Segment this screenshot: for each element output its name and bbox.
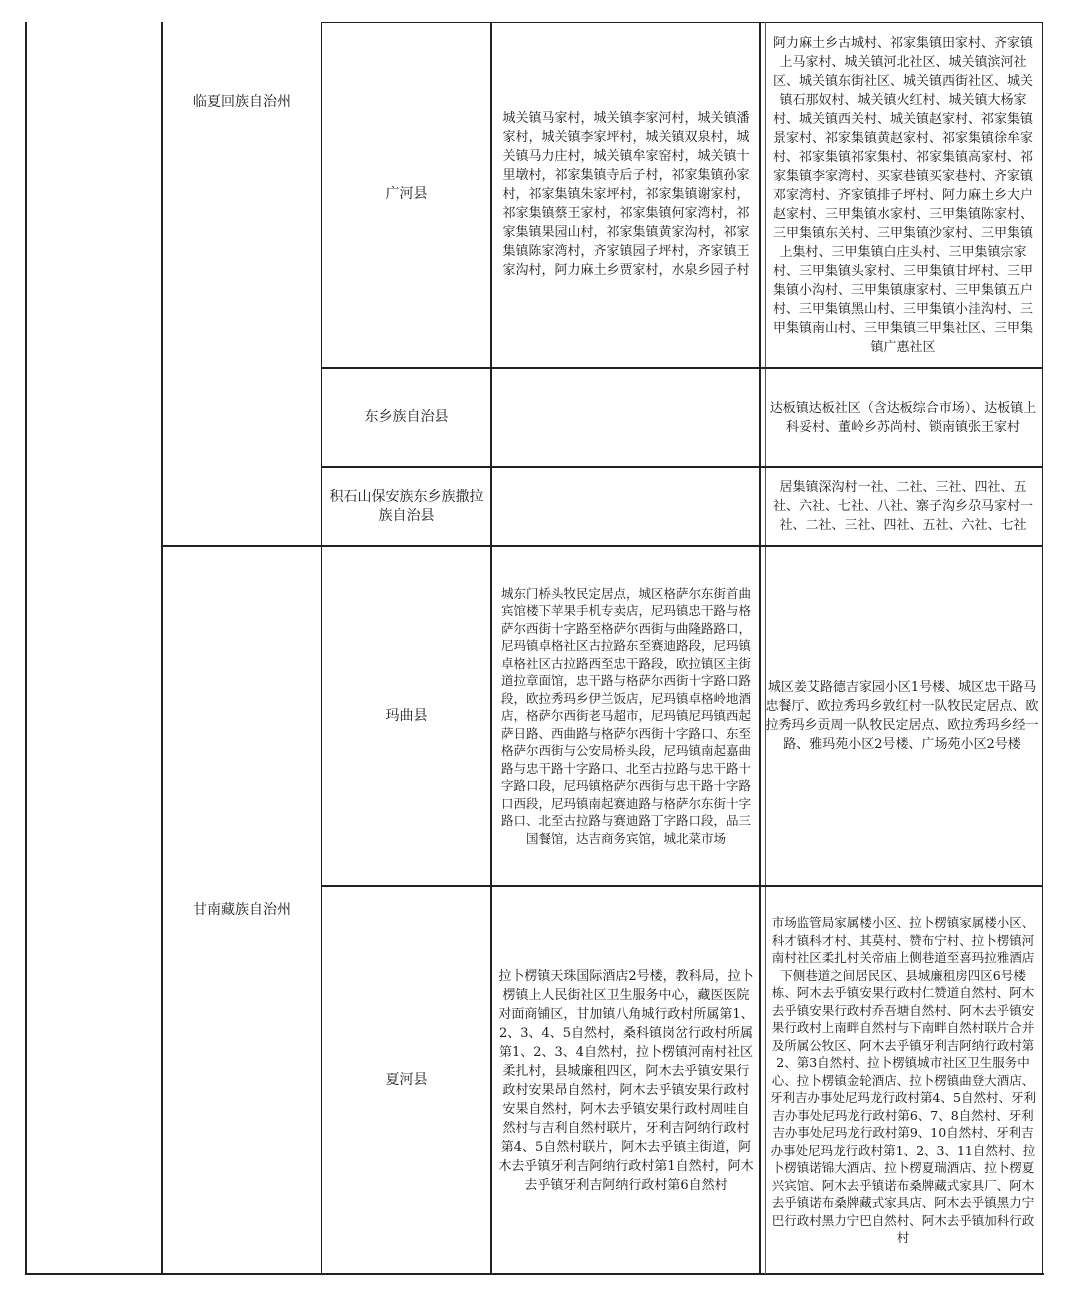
area-text: 城区姜艾路德吉家园小区1号楼、城区忠干路马忠餐厅、欧拉秀玛乡敦红村一队牧民定居点、欧拉秀玛乡贡周一队牧民定居点、欧拉秀玛乡经一路、雅玛苑小区2号楼、广场苑小区2号楼	[765, 680, 1039, 752]
county-cell	[323, 547, 490, 885]
area-list-a	[496, 887, 756, 1274]
area-text: 城东门桥头牧民定居点，城区格萨尔东街首曲宾馆楼下苹果手机专卖店，尼玛镇忠干路与格萨尔西街十字路至格萨尔西街与曲隆路路口，尼玛镇卓格社区古拉路东至赛迪路段，尼玛镇卓格社区古拉路西至忠干路段，欧拉镇区主街道拉章面馆，忠干路与格萨尔西街十字路口路段，欧拉秀玛乡伊兰饭店，尼玛镇卓格岭地酒店，格萨尔西街老马超市，尼玛镇尼玛镇西起萨日路、西曲路与格萨尔西街十字路口、东至格萨尔西街与公安局桥头段，尼玛镇南起嘉曲路与忠干路十字路口、北至古拉路与忠干路十字路口段，尼玛镇格萨尔西街与忠干路十字路口西段，尼玛镇南起赛迪路与格萨尔东街十字路口、北至古拉路与赛迪路丁字路口段，品三国餐馆，达吉商务宾馆，城北菜市场	[500, 585, 751, 846]
county-label: 玛曲县	[385, 707, 428, 724]
column-divider-county	[490, 22, 492, 1274]
county-label: 东乡族自治县	[364, 409, 449, 425]
county-label: 夏河县	[385, 1072, 428, 1088]
county-cell	[323, 468, 490, 545]
area-text: 阿力麻土乡古城村、祁家集镇田家村、齐家镇上马家村、城关镇河北社区、城关镇滨河社区、城关镇东街社区、城关镇西街社区、城关镇石那奴村、城关镇火红村、城关镇大杨家村、城关镇西关村、城关镇赵家村、祁家集镇景家村、祁家集镇黄赵家村、祁家集镇徐牟家村、祁家集镇祁家集村、祁家集镇高家村、祁家集镇李家湾村、买家巷镇买家巷村、齐家镇邓家湾村、齐家镇排子坪村、阿力麻土乡大户赵家村、三甲集镇水家村、三甲集镇陈家村、三甲集镇东关村、三甲集镇沙家村、三甲集镇上集村、三甲集镇白庄头村、三甲集镇宗家村、三甲集镇头家村、三甲集镇甘坪村、三甲集镇小沟村、三甲集镇康家村、三甲集镇五户村、三甲集镇黑山村、三甲集镇小洼沟村、三甲集镇南山村、三甲集镇三甲集社区、三甲集镇广惠社区	[772, 36, 1033, 355]
county-label: 广河县	[385, 186, 428, 202]
prefecture-cell-linxia	[163, 22, 321, 182]
county-cell	[323, 22, 490, 367]
area-list-a	[496, 468, 756, 545]
area-list-b	[766, 24, 1040, 367]
area-text: 城关镇马家村，城关镇李家河村，城关镇潘家村，城关镇李家坪村，城关镇双泉村，城关镇马力庄村，城关镇牟家窑村，城关镇十里墩村，祁家集镇寺后子村，祁家集镇孙家村，祁家集镇朱家坪村，祁家集镇谢家村，祁家集镇蔡王家村，祁家集镇何家湾村，祁家集镇果园山村，祁家集镇黄家沟村，祁家集镇陈家湾村，齐家镇园子坪村，齐家镇王家沟村，阿力麻土乡贾家村，水泉乡园子村	[502, 111, 750, 278]
area-list-b	[766, 887, 1040, 1274]
area-list-a	[496, 22, 756, 367]
column-divider-a-b	[759, 22, 761, 1274]
area-list-a	[496, 369, 756, 466]
area-list-b	[763, 547, 1041, 885]
county-label: 积石山保安族东乡族撒拉族自治县	[329, 488, 484, 524]
column-divider-prefecture	[161, 22, 163, 1274]
prefecture-label: 甘南藏族自治州	[193, 901, 291, 918]
county-cell	[323, 369, 490, 466]
prefecture-cell-gannan	[163, 830, 321, 990]
area-text: 达板镇达板社区（含达板综合市场）、达板镇上科妥村、董岭乡苏尚村、锁南镇张王家村	[769, 400, 1037, 435]
row-divider-prefecture	[161, 545, 321, 547]
table-left-border	[25, 22, 27, 1274]
area-list-b	[766, 468, 1040, 545]
area-list-b	[766, 369, 1040, 466]
prefecture-label: 临夏回族自治州	[193, 93, 291, 110]
area-text: 居集镇深沟村一社、二社、三社、四社、五社、六社、七社、八社、寨子沟乡尕马家村一社、二社、三社、四社、五社、六社、七社	[772, 480, 1033, 533]
county-cell	[323, 887, 490, 1274]
area-list-a	[496, 547, 756, 885]
area-text: 拉卜楞镇天珠国际酒店2号楼，教科局，拉卜楞镇上人民街社区卫生服务中心，藏医医院对面商铺区，甘加镇八角城行政村所属第1、2、3、4、5自然村，桑科镇岗岔行政村所属第1、2、3、4自然村，拉卜楞镇河南村社区柔扎村，县城廉租四区，阿木去乎镇安果行政村安果昂自然村，阿木去乎镇安果行政村安果自然村，阿木去乎镇安果行政村周哇自然村与吉利自然村联片，牙利吉阿纳行政村第4、5自然村联片，阿木去乎镇主街道，阿木去乎镇牙利吉阿纳行政村第1自然村，阿木去乎镇牙利吉阿纳行政村第6自然村	[498, 968, 754, 1193]
area-text: 市场监管局家属楼小区、拉卜楞镇家属楼小区、科才镇科才村、其莫村、赞布宁村、拉卜楞镇河南村社区柔扎村关帝庙上侧巷道至喜玛拉雅酒店下侧巷道之间居民区、县城廉租房四区6号楼栋、阿木去乎镇安果行政村仁赞道自然村、阿木去乎镇安果行政村乔吾塘自然村、阿木去乎镇安果行政村上南畔自然村与下南畔自然村联片合并及所属公牧区、阿木去乎镇牙利吉阿纳行政村第2、第3自然村、拉卜楞镇城市社区卫生服务中心、拉卜楞镇金轮酒店、拉卜楞镇曲登大酒店、牙利吉办事处尼玛龙行政村第4、5自然村、牙利吉办事处尼玛龙行政村第6、7、8自然村、牙利吉办事处尼玛龙行政村第9、10自然村、牙利吉办事处尼玛龙行政村第1、2、3、11自然村、拉卜楞镇诺锦大酒店、拉卜楞夏瑞酒店、拉卜楞夏兴宾馆、阿木去乎镇诺布桑牌藏式家具厂、阿木去乎镇诺布桑牌藏式家具店、阿木去乎镇黑力宁巴行政村黑力宁巴自然村、阿木去乎镇加科行政村	[770, 915, 1036, 1246]
